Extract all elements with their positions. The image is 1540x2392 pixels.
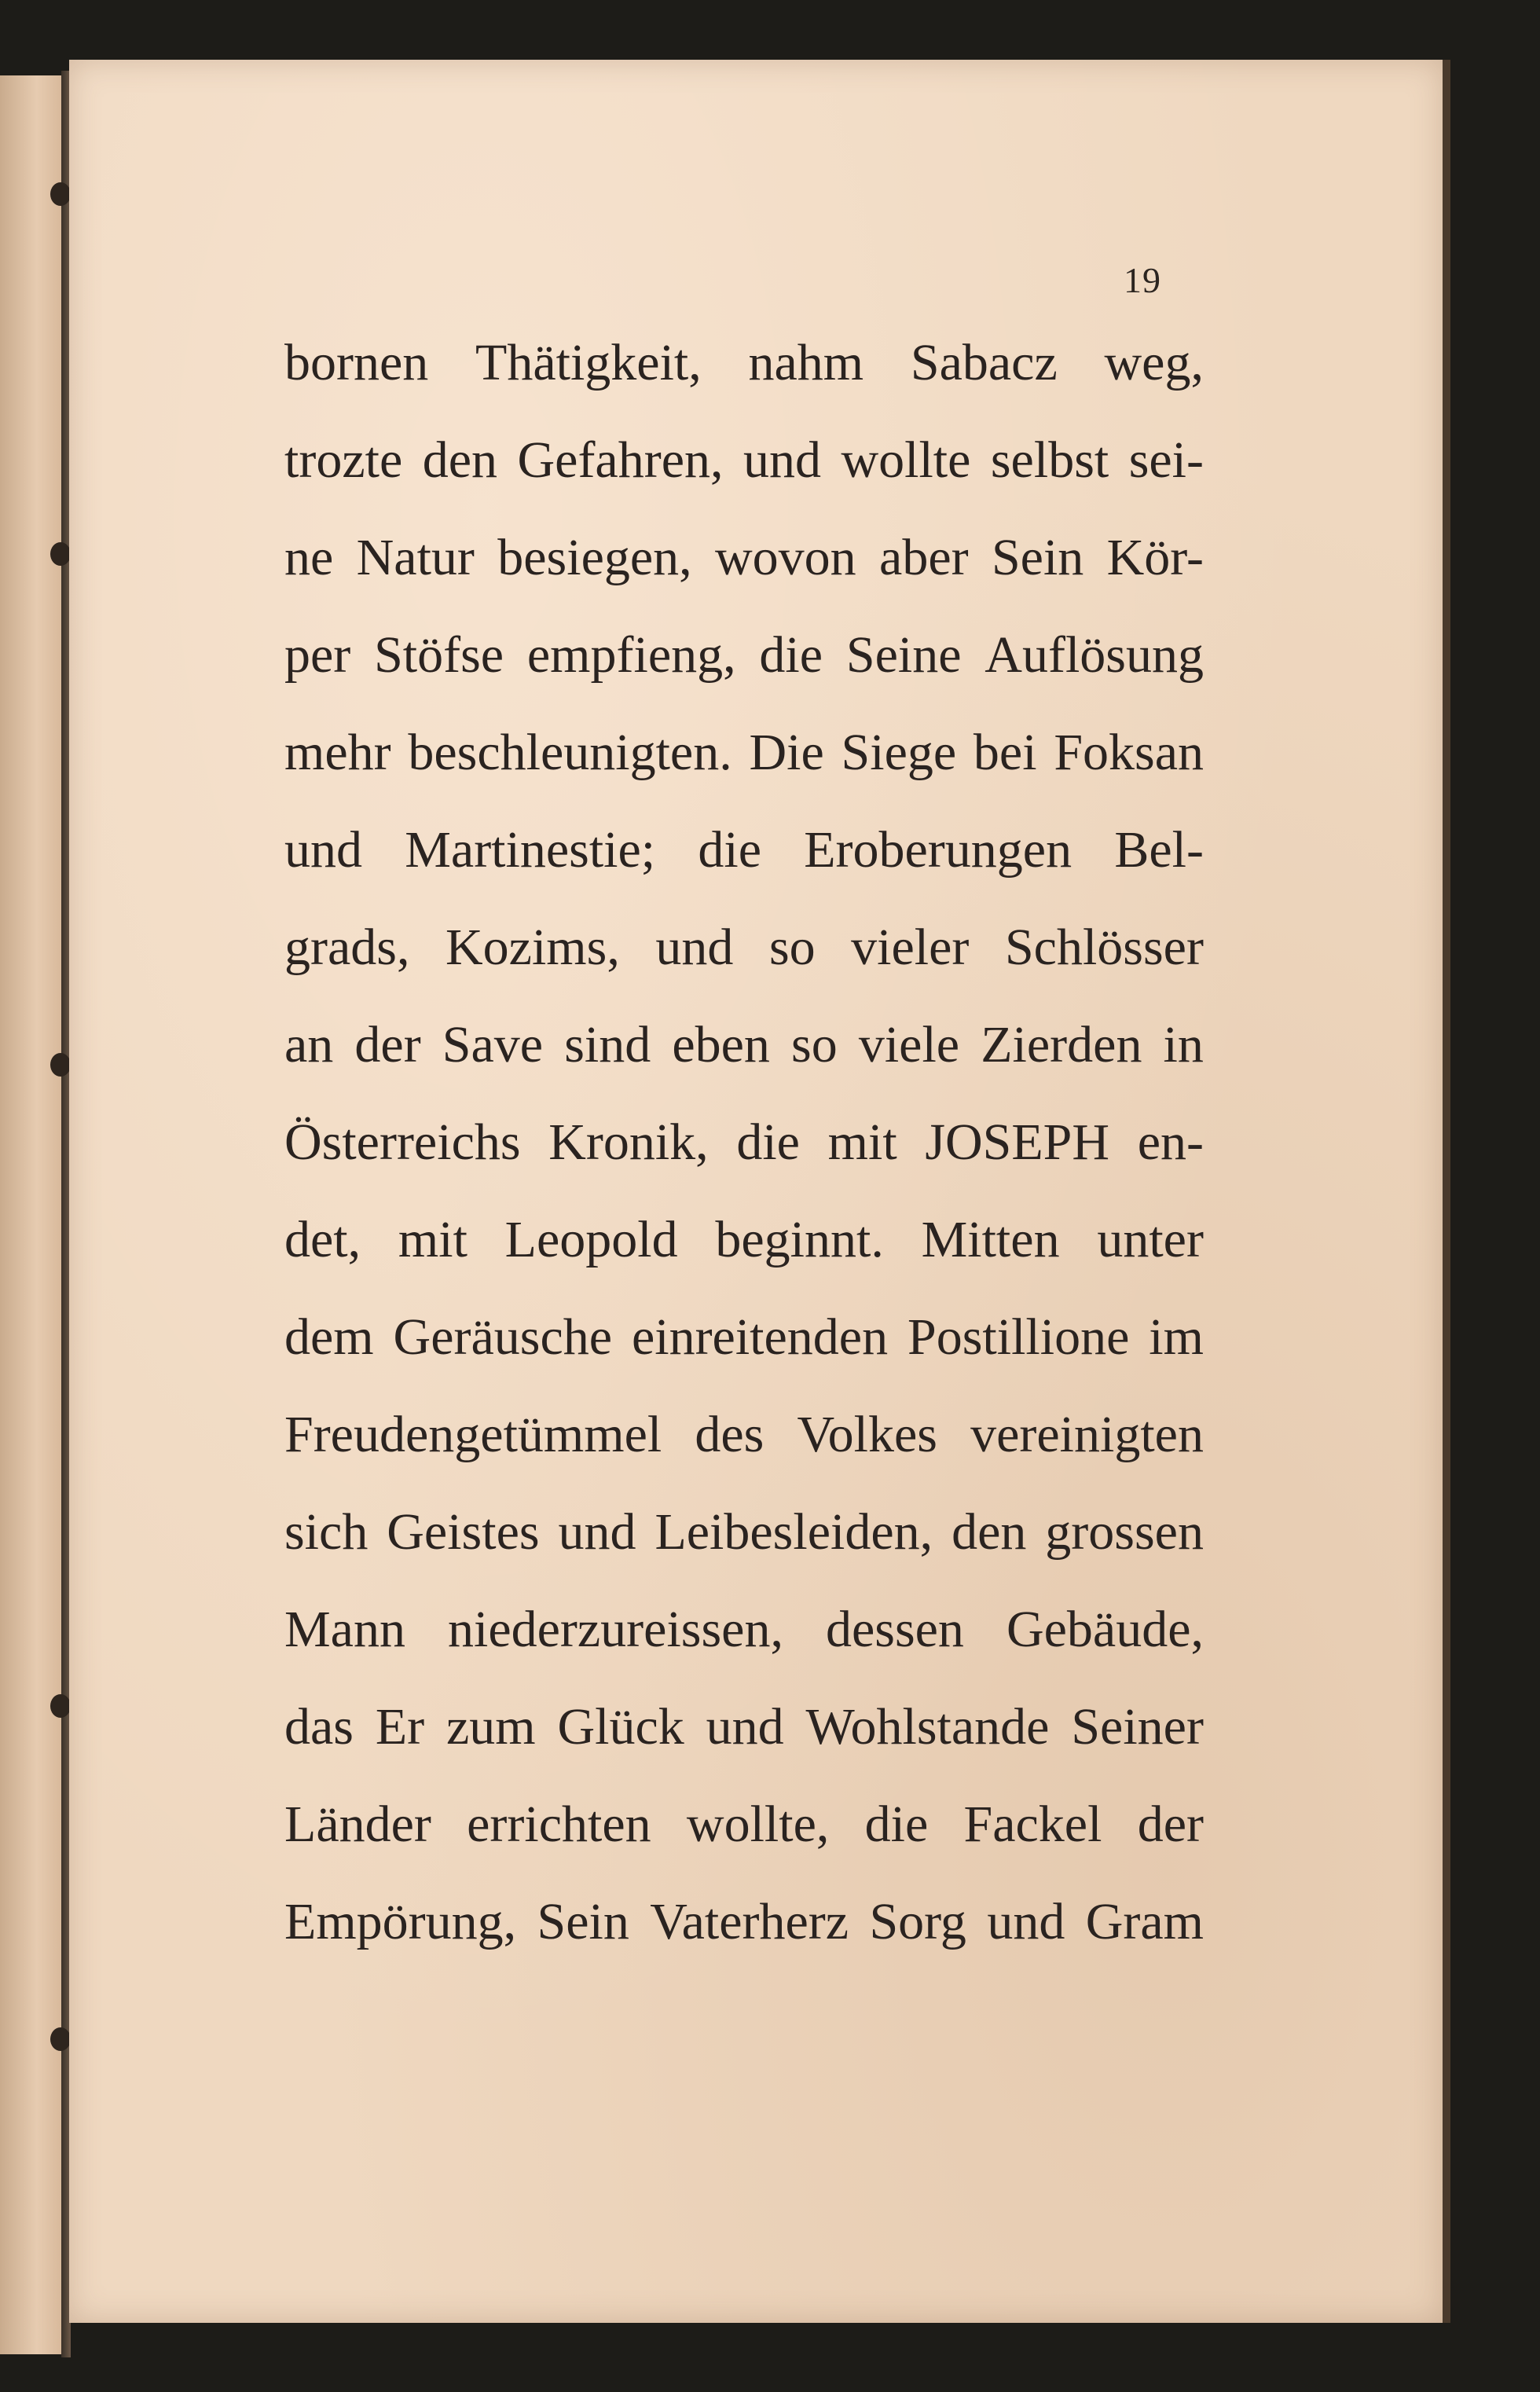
word: Bel- <box>1114 821 1204 879</box>
word: ne <box>284 529 334 586</box>
page-edge-right <box>1443 60 1450 2323</box>
word: grossen <box>1045 1503 1204 1561</box>
word: Geistes <box>387 1503 540 1561</box>
word: beschleunigten. <box>408 724 732 781</box>
word: so <box>791 1016 838 1073</box>
text-line <box>284 1094 1204 1191</box>
word: JOSEPH <box>925 1113 1110 1171</box>
word: Siege <box>841 724 957 781</box>
word: aber <box>879 529 969 586</box>
word: Wohlstande <box>805 1698 1050 1755</box>
word: nahm <box>748 334 864 391</box>
word: en- <box>1137 1113 1204 1171</box>
word: zum <box>446 1698 536 1755</box>
word: Stöfse <box>374 626 504 684</box>
word: an <box>284 1016 334 1073</box>
word: selbst <box>990 431 1109 489</box>
sewing-hole <box>50 1053 71 1077</box>
word: Freudengetümmel <box>284 1406 662 1463</box>
word: weg, <box>1104 334 1204 391</box>
word: Thätigkeit, <box>475 334 702 391</box>
word: und <box>987 1893 1065 1950</box>
word: im <box>1149 1308 1204 1366</box>
text-line <box>284 1484 1204 1581</box>
left-page-edge <box>0 75 64 2354</box>
text-line <box>284 314 1204 412</box>
text-line <box>284 607 1204 704</box>
word: bei <box>973 724 1037 781</box>
word: viele <box>858 1016 960 1073</box>
word: des <box>695 1406 764 1463</box>
word: Natur <box>356 529 475 586</box>
word: unter <box>1097 1211 1204 1268</box>
word: Save <box>442 1016 544 1073</box>
body-text <box>284 314 1204 1971</box>
text-line <box>284 704 1204 802</box>
word: und <box>706 1698 784 1755</box>
text-line <box>284 1386 1204 1484</box>
word: die <box>736 1113 800 1171</box>
text-line <box>284 996 1204 1094</box>
word: Auflösung <box>984 626 1204 684</box>
word: sich <box>284 1503 368 1561</box>
word: det, <box>284 1211 361 1268</box>
word: Er <box>375 1698 425 1755</box>
word: Postillione <box>908 1308 1130 1366</box>
sewing-hole <box>50 182 71 206</box>
word: und <box>655 919 734 976</box>
word: Sorg <box>869 1893 966 1950</box>
text-line <box>284 1873 1204 1971</box>
text-line <box>284 412 1204 509</box>
word: Gram <box>1085 1893 1204 1950</box>
sewing-hole <box>50 1694 71 1718</box>
word: wollte, <box>686 1796 830 1853</box>
text-line <box>284 1191 1204 1289</box>
word: sei- <box>1128 431 1204 489</box>
word: empfieng, <box>526 626 736 684</box>
word: Eroberungen <box>804 821 1072 879</box>
text-line <box>284 899 1204 996</box>
word: Empörung, <box>284 1893 517 1950</box>
word: und <box>558 1503 636 1561</box>
text-line <box>284 509 1204 607</box>
word: Martinestie; <box>405 821 656 879</box>
word: mit <box>827 1113 897 1171</box>
word: Foksan <box>1054 724 1204 781</box>
text-line <box>284 1581 1204 1678</box>
word: sind <box>564 1016 651 1073</box>
word: Die <box>749 724 824 781</box>
word: Sein <box>991 529 1084 586</box>
word: Seiner <box>1071 1698 1204 1755</box>
word: besiegen, <box>497 529 692 586</box>
word: Österreichs <box>284 1113 521 1171</box>
word: Gefahren, <box>517 431 724 489</box>
word: trozte <box>284 431 403 489</box>
word: die <box>864 1796 929 1853</box>
word: die <box>759 626 823 684</box>
word: Leopold <box>504 1211 678 1268</box>
word: wollte <box>841 431 971 489</box>
word: Glück <box>557 1698 684 1755</box>
word: und <box>742 431 821 489</box>
word: mit <box>398 1211 468 1268</box>
text-line <box>284 1678 1204 1776</box>
word: wovon <box>715 529 856 586</box>
word: bornen <box>284 334 429 391</box>
word: der <box>1137 1796 1204 1853</box>
word: Geräusche <box>393 1308 613 1366</box>
word: Mann <box>284 1601 405 1658</box>
word: per <box>284 626 351 684</box>
word: Kozims, <box>446 919 620 976</box>
word: Leibesleiden, <box>654 1503 933 1561</box>
word: Kronik, <box>548 1113 709 1171</box>
word: einreitenden <box>631 1308 889 1366</box>
word: Schlösser <box>1004 919 1204 976</box>
word: Gebäude, <box>1006 1601 1204 1658</box>
word: die <box>698 821 761 879</box>
word: mehr <box>284 724 391 781</box>
word: vereinigten <box>970 1406 1204 1463</box>
word: so <box>768 919 816 976</box>
word: Länder <box>284 1796 431 1853</box>
word: Sein <box>537 1893 629 1950</box>
word: Fackel <box>963 1796 1102 1853</box>
word: grads, <box>284 919 410 976</box>
word: und <box>284 821 362 879</box>
word: Vaterherz <box>650 1893 849 1950</box>
word: vieler <box>851 919 970 976</box>
text-line <box>284 1776 1204 1873</box>
word: das <box>284 1698 354 1755</box>
page-number: 19 <box>1124 260 1161 300</box>
word: Seine <box>845 626 962 684</box>
word: niederzureissen, <box>447 1601 783 1658</box>
word: beginnt. <box>715 1211 884 1268</box>
word: eben <box>672 1016 770 1073</box>
word: dem <box>284 1308 374 1366</box>
word: in <box>1163 1016 1204 1073</box>
word: Sabacz <box>910 334 1058 391</box>
word: Kör- <box>1106 529 1204 586</box>
word: den <box>422 431 498 489</box>
word: Volkes <box>797 1406 937 1463</box>
sewing-hole <box>50 2027 71 2051</box>
text-line <box>284 802 1204 899</box>
sewing-hole <box>50 542 71 566</box>
word: dessen <box>825 1601 964 1658</box>
text-line <box>284 1289 1204 1386</box>
word: Zierden <box>981 1016 1142 1073</box>
word: errichten <box>467 1796 651 1853</box>
word: der <box>354 1016 421 1073</box>
word: Mitten <box>921 1211 1060 1268</box>
word: den <box>952 1503 1027 1561</box>
